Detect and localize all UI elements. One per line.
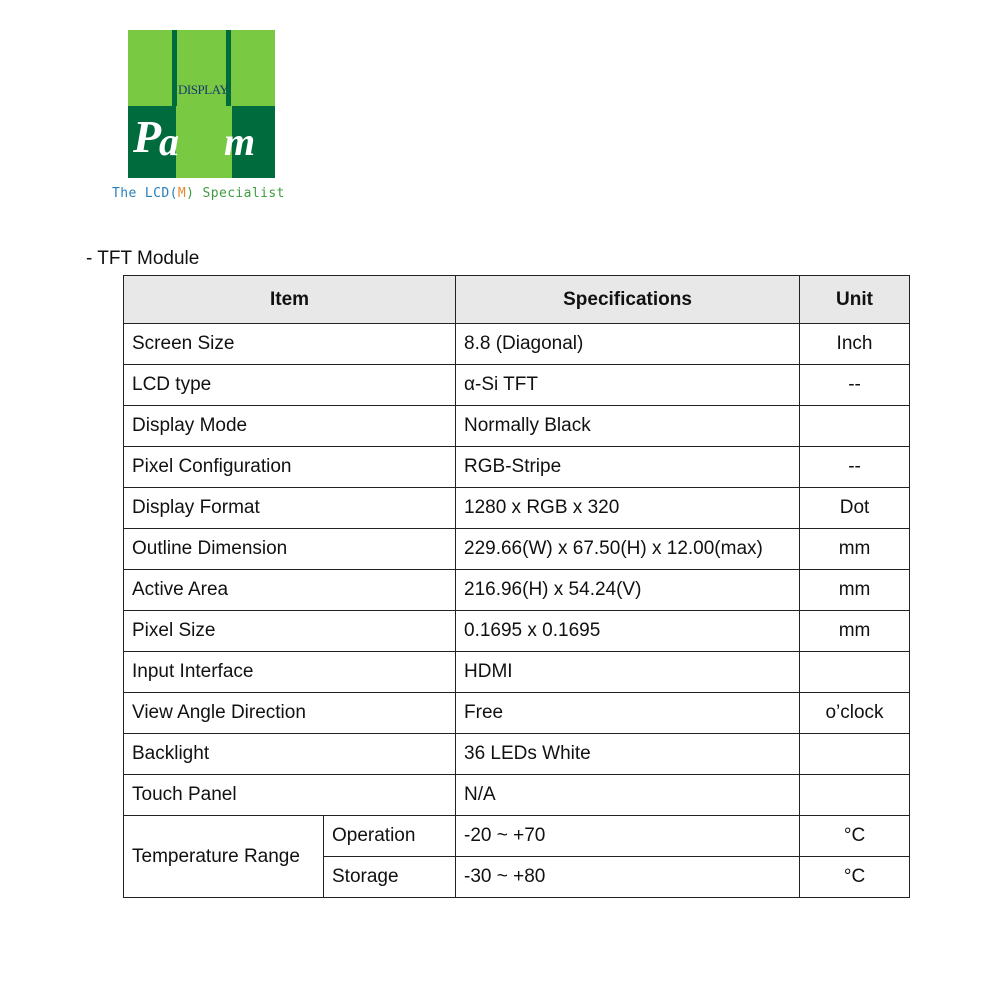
section-heading: - TFT Module: [86, 248, 200, 269]
row-item: Input Interface: [124, 652, 456, 693]
row-spec: 36 LEDs White: [456, 734, 800, 775]
table-row: [124, 447, 910, 488]
row-unit: [800, 652, 910, 693]
table-row-temperature-operation: [124, 816, 910, 857]
row-item: Backlight: [124, 734, 456, 775]
header-unit: Unit: [800, 276, 910, 324]
operation-label: Operation: [324, 816, 456, 857]
row-unit: [800, 406, 910, 447]
row-spec: 229.66(W) x 67.50(H) x 12.00(max): [456, 529, 800, 570]
row-spec: N/A: [456, 775, 800, 816]
table-row: [124, 406, 910, 447]
storage-spec: -30 ~ +80: [456, 857, 800, 898]
row-spec: 1280 x RGB x 320: [456, 488, 800, 529]
company-logo: DISPLAY P a m: [128, 30, 275, 178]
row-unit: [800, 775, 910, 816]
row-spec: α-Si TFT: [456, 365, 800, 406]
row-item: Outline Dimension: [124, 529, 456, 570]
row-spec: 8.8 (Diagonal): [456, 324, 800, 365]
row-spec: 0.1695 x 0.1695: [456, 611, 800, 652]
spec-table: [123, 275, 910, 898]
row-spec: 216.96(H) x 54.24(V): [456, 570, 800, 611]
row-unit: Inch: [800, 324, 910, 365]
row-unit: --: [800, 365, 910, 406]
row-unit: o’clock: [800, 693, 910, 734]
table-row: [124, 734, 910, 775]
row-unit: mm: [800, 611, 910, 652]
table-row: [124, 488, 910, 529]
operation-spec: -20 ~ +70: [456, 816, 800, 857]
header-item: Item: [124, 276, 456, 324]
table-row: [124, 365, 910, 406]
table-header-row: [124, 276, 910, 324]
row-unit: mm: [800, 570, 910, 611]
row-item: Pixel Configuration: [124, 447, 456, 488]
row-spec: RGB-Stripe: [456, 447, 800, 488]
row-unit: mm: [800, 529, 910, 570]
row-item: Active Area: [124, 570, 456, 611]
table-row: [124, 570, 910, 611]
row-spec: Free: [456, 693, 800, 734]
temperature-range-label: Temperature Range: [124, 816, 324, 898]
table-row: [124, 693, 910, 734]
row-unit: --: [800, 447, 910, 488]
row-item: Pixel Size: [124, 611, 456, 652]
row-item: Display Format: [124, 488, 456, 529]
row-item: Display Mode: [124, 406, 456, 447]
row-item: View Angle Direction: [124, 693, 456, 734]
row-item: Touch Panel: [124, 775, 456, 816]
table-row: [124, 775, 910, 816]
row-item: Screen Size: [124, 324, 456, 365]
table-row: [124, 652, 910, 693]
row-item: LCD type: [124, 365, 456, 406]
row-unit: Dot: [800, 488, 910, 529]
row-spec: Normally Black: [456, 406, 800, 447]
logo-tagline: The LCD(M) Specialist: [112, 186, 285, 201]
table-row: [124, 611, 910, 652]
storage-unit: °C: [800, 857, 910, 898]
logo-display-word: DISPLAY: [178, 82, 229, 97]
storage-label: Storage: [324, 857, 456, 898]
table-row: [124, 529, 910, 570]
row-spec: HDMI: [456, 652, 800, 693]
header-specifications: Specifications: [456, 276, 800, 324]
table-row: [124, 324, 910, 365]
operation-unit: °C: [800, 816, 910, 857]
row-unit: [800, 734, 910, 775]
